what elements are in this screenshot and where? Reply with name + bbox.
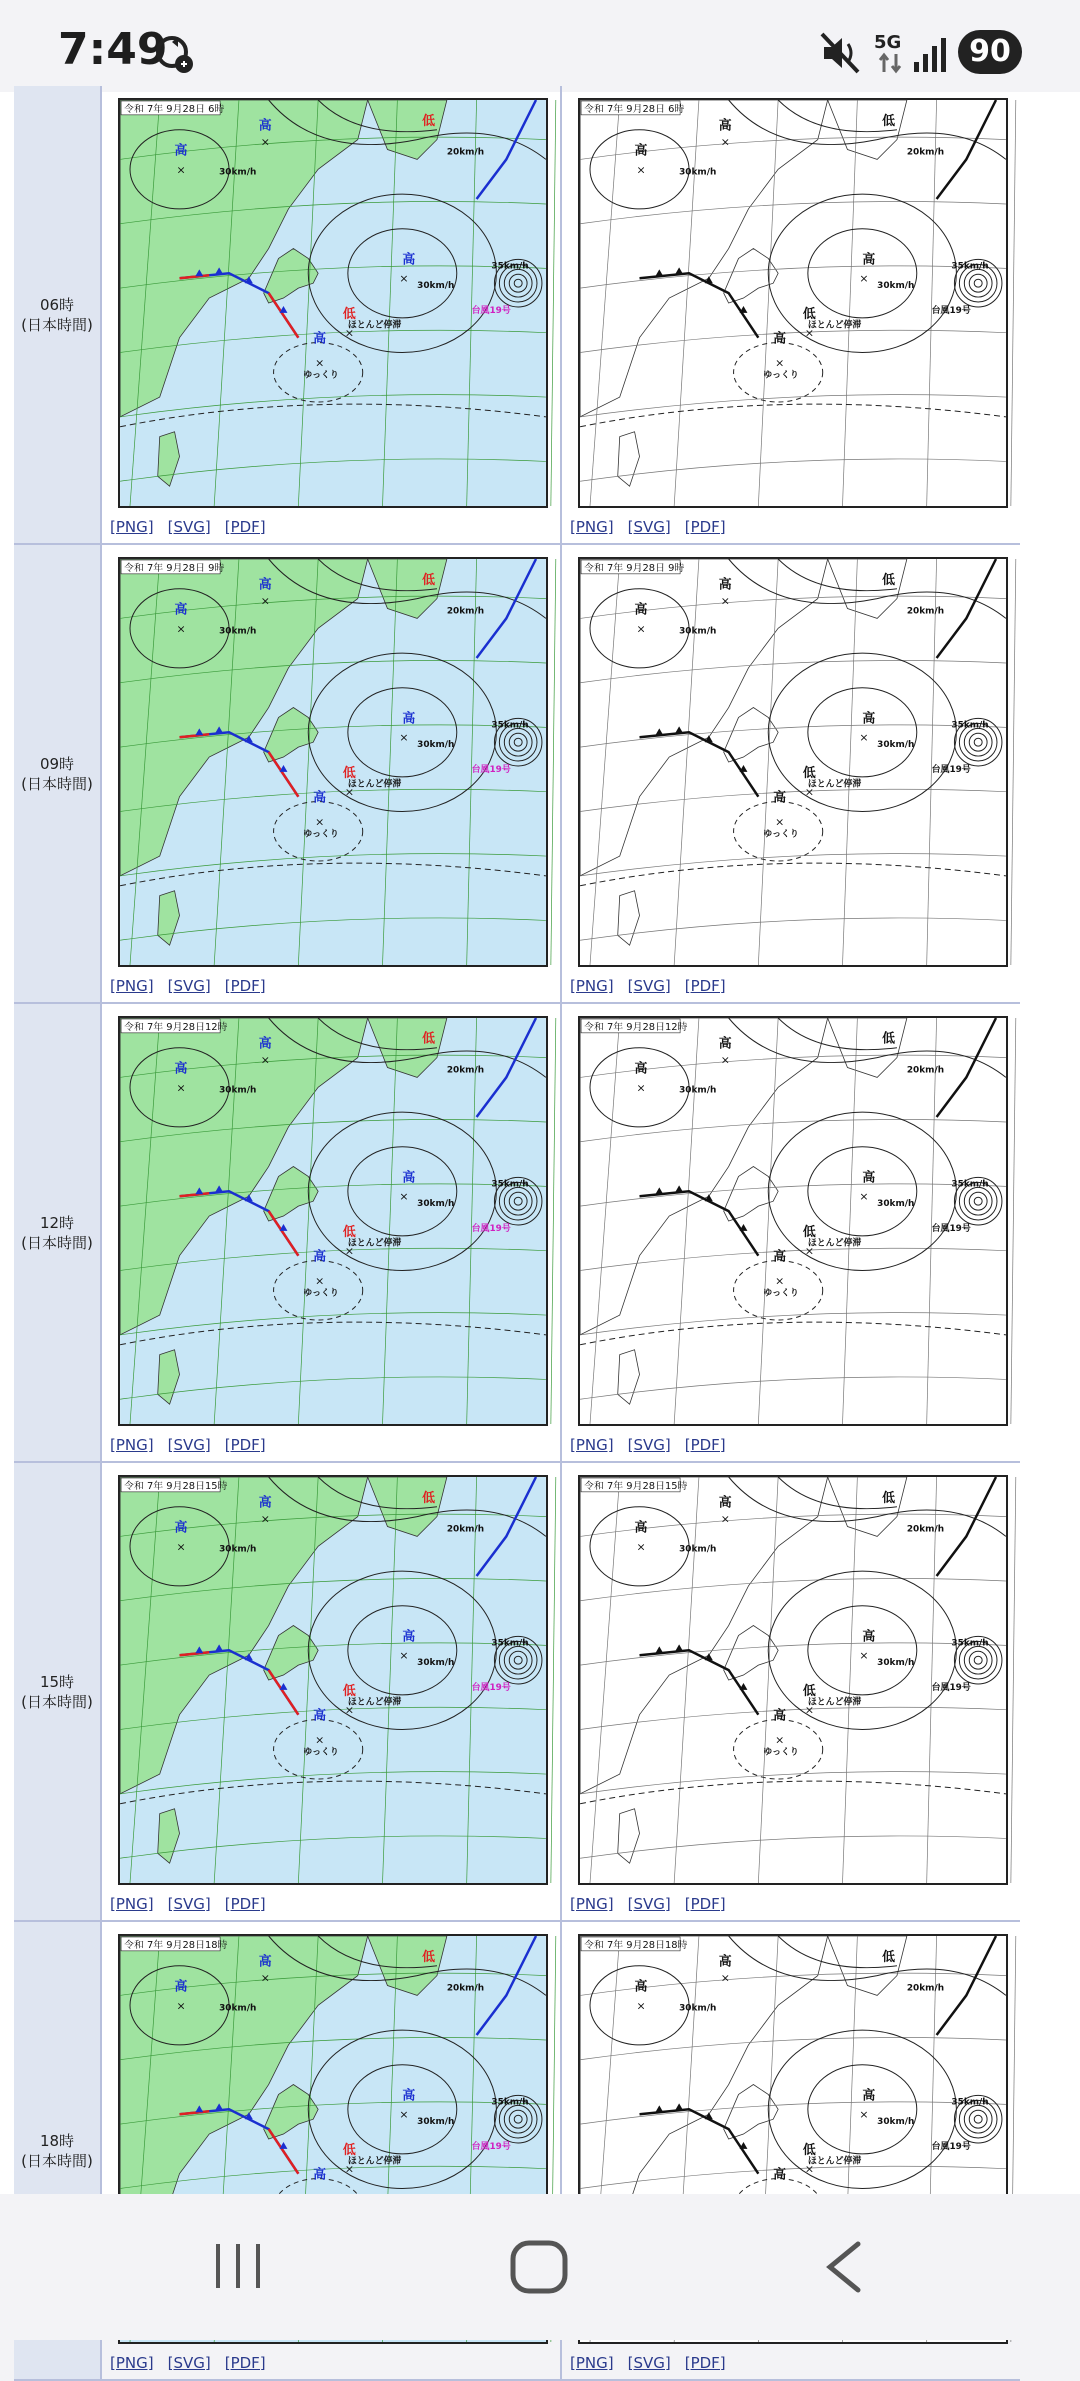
color-weather-map[interactable] [118, 1475, 548, 1885]
speed-label: 30km/h [877, 740, 915, 751]
pressure-center-marker: × [176, 1540, 186, 1554]
png-link[interactable]: [PNG] [570, 1436, 614, 1454]
download-links [570, 2354, 740, 2376]
weather-map-page[interactable] [0, 92, 1080, 2372]
high-pressure-label: 高 [718, 1954, 732, 1970]
pressure-center-marker: × [399, 731, 409, 745]
time-cell [14, 86, 102, 543]
pressure-center-marker: × [859, 272, 869, 286]
high-pressure-label: 高 [313, 331, 327, 347]
speed-label: 30km/h [877, 281, 915, 292]
5g-icon [872, 28, 912, 78]
download-links [110, 1895, 280, 1917]
low-pressure-label: 低 [802, 306, 816, 322]
low-pressure-label: 低 [882, 1949, 895, 1965]
download-links [110, 518, 280, 540]
png-link[interactable]: [PNG] [570, 2354, 614, 2372]
pressure-center-marker: × [775, 356, 785, 370]
pdf-link[interactable]: [PDF] [224, 977, 266, 995]
speed-label: 35km/h [491, 2097, 529, 2108]
pressure-center-marker: × [315, 356, 325, 370]
speed-label: 35km/h [491, 261, 529, 272]
high-pressure-label: 高 [174, 1979, 188, 1995]
battery-icon: 90 [958, 30, 1022, 74]
pressure-center-marker: × [260, 1512, 270, 1526]
pressure-center-marker: × [176, 622, 186, 636]
map-title: 令和 7年 9月28日15時 [124, 1480, 228, 1492]
high-pressure-label: 高 [773, 1708, 787, 1724]
high-pressure-label: 高 [258, 118, 272, 134]
pressure-center-marker: × [859, 731, 869, 745]
mono-map-cell [564, 1463, 1022, 1920]
speed-label: 20km/h [446, 1983, 485, 1994]
high-pressure-label: 高 [634, 602, 648, 618]
pressure-center-marker: × [859, 2108, 869, 2122]
timezone-label: (日本時間) [21, 315, 93, 334]
high-pressure-label: 高 [174, 602, 188, 618]
speed-label: 30km/h [679, 1544, 717, 1555]
speed-label: 20km/h [446, 1524, 485, 1535]
low-pressure-label: 低 [422, 113, 435, 129]
speed-label: 30km/h [679, 1085, 717, 1096]
high-pressure-label: 高 [773, 790, 787, 806]
pressure-center-marker: × [315, 1733, 325, 1747]
time-label: 12時 [39, 1213, 75, 1232]
mono-map-cell [564, 86, 1022, 543]
pressure-center-marker: × [720, 1971, 730, 1985]
svg-link[interactable]: [SVG] [167, 1895, 211, 1913]
map-title: 令和 7年 9月28日 9時 [124, 562, 225, 574]
map-title: 令和 7年 9月28日12時 [124, 1021, 228, 1033]
map-title: 令和 7年 9月28日18時 [124, 1939, 228, 1951]
low-pressure-label: 低 [342, 1683, 356, 1699]
mono-weather-map[interactable] [578, 1016, 1008, 1426]
speed-label: 30km/h [877, 2117, 915, 2128]
pdf-link[interactable]: [PDF] [224, 2354, 266, 2372]
high-pressure-label: 高 [718, 1495, 732, 1511]
navigation-bar [0, 2194, 1080, 2340]
low-pressure-label: 低 [802, 765, 816, 781]
pressure-center-marker: × [636, 163, 646, 177]
map-title: 令和 7年 9月28日 6時 [124, 103, 225, 115]
slow-label: ゆっくり [763, 1288, 799, 1299]
low-pressure-label: 低 [422, 572, 435, 588]
speed-label: 35km/h [491, 1179, 529, 1190]
slow-label: ゆっくり [303, 1288, 339, 1299]
high-pressure-label: 高 [862, 1170, 876, 1186]
speed-label: 30km/h [417, 1199, 455, 1210]
color-map-cell [104, 1463, 562, 1920]
speed-label: 35km/h [951, 1179, 989, 1190]
png-link[interactable]: [PNG] [110, 1436, 154, 1454]
pressure-center-marker: × [636, 1999, 646, 2013]
mute-icon [818, 30, 866, 76]
pressure-center-marker: × [804, 2162, 815, 2176]
speed-label: 30km/h [219, 1544, 257, 1555]
typhoon-label: 台風19号 [931, 305, 971, 316]
pressure-center-marker: × [859, 1190, 869, 1204]
speed-label: 35km/h [951, 2097, 989, 2108]
signal-icon [912, 34, 952, 74]
high-pressure-label: 高 [402, 252, 416, 268]
pdf-link[interactable]: [PDF] [684, 2354, 726, 2372]
longitude-line [551, 1018, 556, 1424]
typhoon-label: 台風19号 [471, 305, 511, 316]
png-link[interactable]: [PNG] [110, 2354, 154, 2372]
high-pressure-label: 高 [313, 1249, 327, 1265]
stationary-label: ほとんど停滞 [807, 2156, 862, 2167]
color-map-cell [104, 1004, 562, 1461]
speed-label: 20km/h [906, 1524, 945, 1535]
typhoon-label: 台風19号 [931, 764, 971, 775]
timezone-label: (日本時間) [21, 1692, 93, 1711]
map-row [14, 1004, 1020, 1463]
low-pressure-label: 低 [422, 1490, 435, 1506]
low-pressure-label: 低 [802, 1224, 816, 1240]
longitude-line [551, 100, 556, 506]
high-pressure-label: 高 [718, 577, 732, 593]
high-pressure-label: 高 [634, 1061, 648, 1077]
high-pressure-label: 高 [862, 2088, 876, 2104]
speed-label: 20km/h [446, 147, 485, 158]
png-link[interactable]: [PNG] [110, 977, 154, 995]
time-label: 06時 [39, 295, 75, 314]
slow-label: ゆっくり [763, 370, 799, 381]
stationary-label: ほとんど停滞 [347, 1238, 402, 1249]
pressure-center-marker: × [260, 1971, 270, 1985]
high-pressure-label: 高 [773, 331, 787, 347]
map-title: 令和 7年 9月28日12時 [584, 1021, 688, 1033]
speed-label: 30km/h [219, 626, 257, 637]
high-pressure-label: 高 [313, 1708, 327, 1724]
speed-label: 20km/h [906, 147, 945, 158]
mono-map-cell [564, 545, 1022, 1002]
low-pressure-label: 低 [342, 1224, 356, 1240]
color-map-cell [104, 86, 562, 543]
high-pressure-label: 高 [773, 2167, 787, 2183]
mono-weather-map[interactable] [578, 557, 1008, 967]
pressure-center-marker: × [344, 1244, 355, 1258]
download-links [570, 518, 740, 540]
mono-map-cell [564, 1004, 1022, 1461]
pressure-center-marker: × [315, 815, 325, 829]
download-links [110, 977, 280, 999]
high-pressure-label: 高 [402, 711, 416, 727]
high-pressure-label: 高 [258, 1036, 272, 1052]
map-title: 令和 7年 9月28日 6時 [584, 103, 685, 115]
status-time: 7:49 [58, 24, 168, 75]
typhoon-label: 台風19号 [931, 1223, 971, 1234]
download-links [570, 1895, 740, 1917]
speed-label: 20km/h [906, 1065, 945, 1076]
home-icon[interactable] [508, 2238, 570, 2296]
slow-label: ゆっくり [303, 1747, 339, 1758]
typhoon-label: 台風19号 [471, 1223, 511, 1234]
status-bar [0, 0, 1080, 92]
low-pressure-label: 低 [342, 765, 356, 781]
png-link[interactable]: [PNG] [570, 1895, 614, 1913]
high-pressure-label: 高 [862, 711, 876, 727]
time-cell [14, 1463, 102, 1920]
speed-label: 35km/h [491, 720, 529, 731]
download-links [570, 1436, 740, 1458]
high-pressure-label: 高 [313, 790, 327, 806]
speed-label: 30km/h [219, 1085, 257, 1096]
speed-label: 20km/h [446, 1065, 485, 1076]
speed-label: 35km/h [951, 1638, 989, 1649]
typhoon-label: 台風19号 [471, 2141, 511, 2152]
download-links [110, 2354, 280, 2376]
high-pressure-label: 高 [402, 1170, 416, 1186]
stationary-label: ほとんど停滞 [347, 320, 402, 331]
stationary-label: ほとんど停滞 [347, 2156, 402, 2167]
low-pressure-label: 低 [342, 306, 356, 322]
pressure-center-marker: × [804, 1244, 815, 1258]
pdf-link[interactable]: [PDF] [684, 1895, 726, 1913]
map-title: 令和 7年 9月28日18時 [584, 1939, 688, 1951]
pressure-center-marker: × [720, 1512, 730, 1526]
color-map-cell [104, 545, 562, 1002]
speed-label: 30km/h [679, 626, 717, 637]
high-pressure-label: 高 [174, 1061, 188, 1077]
timezone-label: (日本時間) [21, 1233, 93, 1252]
pressure-center-marker: × [775, 1733, 785, 1747]
pressure-center-marker: × [804, 1703, 815, 1717]
pressure-center-marker: × [176, 163, 186, 177]
speed-label: 30km/h [417, 740, 455, 751]
svg-link[interactable]: [SVG] [627, 1895, 671, 1913]
svg-link[interactable]: [SVG] [167, 977, 211, 995]
speed-label: 35km/h [951, 720, 989, 731]
longitude-line [1011, 1018, 1016, 1424]
typhoon-label: 台風19号 [931, 2141, 971, 2152]
pressure-center-marker: × [176, 1081, 186, 1095]
pressure-center-marker: × [399, 1190, 409, 1204]
png-link[interactable]: [PNG] [570, 977, 614, 995]
typhoon-label: 台風19号 [471, 764, 511, 775]
speed-label: 20km/h [906, 606, 945, 617]
pdf-link[interactable]: [PDF] [224, 1436, 266, 1454]
speed-label: 30km/h [679, 2003, 717, 2014]
stationary-label: ほとんど停滞 [807, 1697, 862, 1708]
pressure-center-marker: × [344, 1703, 355, 1717]
stationary-label: ほとんど停滞 [807, 1238, 862, 1249]
svg-link[interactable]: [SVG] [627, 977, 671, 995]
pressure-center-marker: × [636, 1081, 646, 1095]
map-title: 令和 7年 9月28日 9時 [584, 562, 685, 574]
slow-label: ゆっくり [763, 1747, 799, 1758]
pressure-center-marker: × [636, 1540, 646, 1554]
stationary-label: ほとんど停滞 [807, 320, 862, 331]
png-link[interactable]: [PNG] [110, 1895, 154, 1913]
longitude-line [551, 1477, 556, 1883]
map-row [14, 86, 1020, 545]
pdf-link[interactable]: [PDF] [684, 518, 726, 536]
time-cell [14, 545, 102, 1002]
pressure-center-marker: × [344, 2162, 355, 2176]
high-pressure-label: 高 [718, 1036, 732, 1052]
slow-label: ゆっくり [303, 829, 339, 840]
low-pressure-label: 低 [422, 1949, 435, 1965]
sync-icon [152, 30, 198, 76]
typhoon-label: 台風19号 [471, 1682, 511, 1693]
stationary-label: ほとんど停滞 [807, 779, 862, 790]
pressure-center-marker: × [399, 272, 409, 286]
mono-weather-map[interactable] [578, 98, 1008, 508]
speed-label: 20km/h [906, 1983, 945, 1994]
svg-link[interactable]: [SVG] [167, 518, 211, 536]
typhoon-label: 台風19号 [931, 1682, 971, 1693]
high-pressure-label: 高 [402, 1629, 416, 1645]
speed-label: 30km/h [417, 2117, 455, 2128]
back-icon[interactable] [820, 2238, 866, 2296]
longitude-line [1011, 1477, 1016, 1883]
pressure-center-marker: × [399, 2108, 409, 2122]
slow-label: ゆっくり [763, 829, 799, 840]
recent-apps-icon[interactable] [210, 2238, 266, 2294]
speed-label: 30km/h [417, 1658, 455, 1669]
high-pressure-label: 高 [718, 118, 732, 134]
longitude-line [1011, 100, 1016, 506]
pressure-center-marker: × [775, 815, 785, 829]
time-label: 18時 [39, 2131, 75, 2150]
low-pressure-label: 低 [882, 572, 895, 588]
longitude-line [551, 559, 556, 965]
high-pressure-label: 高 [634, 1979, 648, 1995]
svg-link[interactable]: [SVG] [167, 2354, 211, 2372]
high-pressure-label: 高 [862, 1629, 876, 1645]
low-pressure-label: 低 [802, 1683, 816, 1699]
high-pressure-label: 高 [862, 252, 876, 268]
pressure-center-marker: × [344, 785, 355, 799]
pressure-center-marker: × [804, 326, 815, 340]
pressure-center-marker: × [399, 1649, 409, 1663]
time-label: 09時 [39, 754, 75, 773]
low-pressure-label: 低 [882, 113, 895, 129]
high-pressure-label: 高 [634, 1520, 648, 1536]
download-links [110, 1436, 280, 1458]
speed-label: 35km/h [491, 1638, 529, 1649]
slow-label: ゆっくり [303, 370, 339, 381]
download-links [570, 977, 740, 999]
speed-label: 30km/h [219, 2003, 257, 2014]
pressure-center-marker: × [720, 135, 730, 149]
pdf-link[interactable]: [PDF] [224, 518, 266, 536]
low-pressure-label: 低 [802, 2142, 816, 2158]
color-weather-map[interactable] [118, 98, 548, 508]
png-link[interactable]: [PNG] [110, 518, 154, 536]
pressure-center-marker: × [804, 785, 815, 799]
high-pressure-label: 高 [258, 1954, 272, 1970]
time-label: 15時 [39, 1672, 75, 1691]
pressure-center-marker: × [720, 594, 730, 608]
speed-label: 30km/h [679, 167, 717, 178]
high-pressure-label: 高 [258, 1495, 272, 1511]
svg-link[interactable]: [SVG] [627, 518, 671, 536]
timezone-label: (日本時間) [21, 2151, 93, 2170]
high-pressure-label: 高 [773, 1249, 787, 1265]
pressure-center-marker: × [344, 326, 355, 340]
high-pressure-label: 高 [174, 1520, 188, 1536]
pressure-center-marker: × [315, 1274, 325, 1288]
pressure-center-marker: × [260, 594, 270, 608]
pressure-center-marker: × [859, 1649, 869, 1663]
svg-link[interactable]: [SVG] [627, 1436, 671, 1454]
low-pressure-label: 低 [422, 1031, 435, 1047]
stationary-label: ほとんど停滞 [347, 1697, 402, 1708]
speed-label: 30km/h [877, 1658, 915, 1669]
color-weather-map[interactable] [118, 557, 548, 967]
stationary-label: ほとんど停滞 [347, 779, 402, 790]
timezone-label: (日本時間) [21, 774, 93, 793]
map-row [14, 545, 1020, 1004]
map-title: 令和 7年 9月28日15時 [584, 1480, 688, 1492]
pressure-center-marker: × [176, 1999, 186, 2013]
low-pressure-label: 低 [882, 1490, 895, 1506]
low-pressure-label: 低 [882, 1031, 895, 1047]
pdf-link[interactable]: [PDF] [684, 977, 726, 995]
high-pressure-label: 高 [174, 143, 188, 159]
pressure-center-marker: × [636, 622, 646, 636]
speed-label: 20km/h [446, 606, 485, 617]
pdf-link[interactable]: [PDF] [224, 1895, 266, 1913]
color-weather-map[interactable] [118, 1016, 548, 1426]
svg-link[interactable]: [SVG] [167, 1436, 211, 1454]
speed-label: 35km/h [951, 261, 989, 272]
pressure-center-marker: × [775, 1274, 785, 1288]
svg-text:5G: 5G [874, 32, 902, 53]
high-pressure-label: 高 [634, 143, 648, 159]
pressure-center-marker: × [260, 135, 270, 149]
pressure-center-marker: × [720, 1053, 730, 1067]
high-pressure-label: 高 [258, 577, 272, 593]
high-pressure-label: 高 [313, 2167, 327, 2183]
speed-label: 30km/h [877, 1199, 915, 1210]
mono-weather-map[interactable] [578, 1475, 1008, 1885]
svg-link[interactable]: [SVG] [627, 2354, 671, 2372]
speed-label: 30km/h [219, 167, 257, 178]
png-link[interactable]: [PNG] [570, 518, 614, 536]
speed-label: 30km/h [417, 281, 455, 292]
pdf-link[interactable]: [PDF] [684, 1436, 726, 1454]
longitude-line [1011, 559, 1016, 965]
high-pressure-label: 高 [402, 2088, 416, 2104]
pressure-center-marker: × [260, 1053, 270, 1067]
map-row [14, 1463, 1020, 1922]
time-cell [14, 1004, 102, 1461]
low-pressure-label: 低 [342, 2142, 356, 2158]
